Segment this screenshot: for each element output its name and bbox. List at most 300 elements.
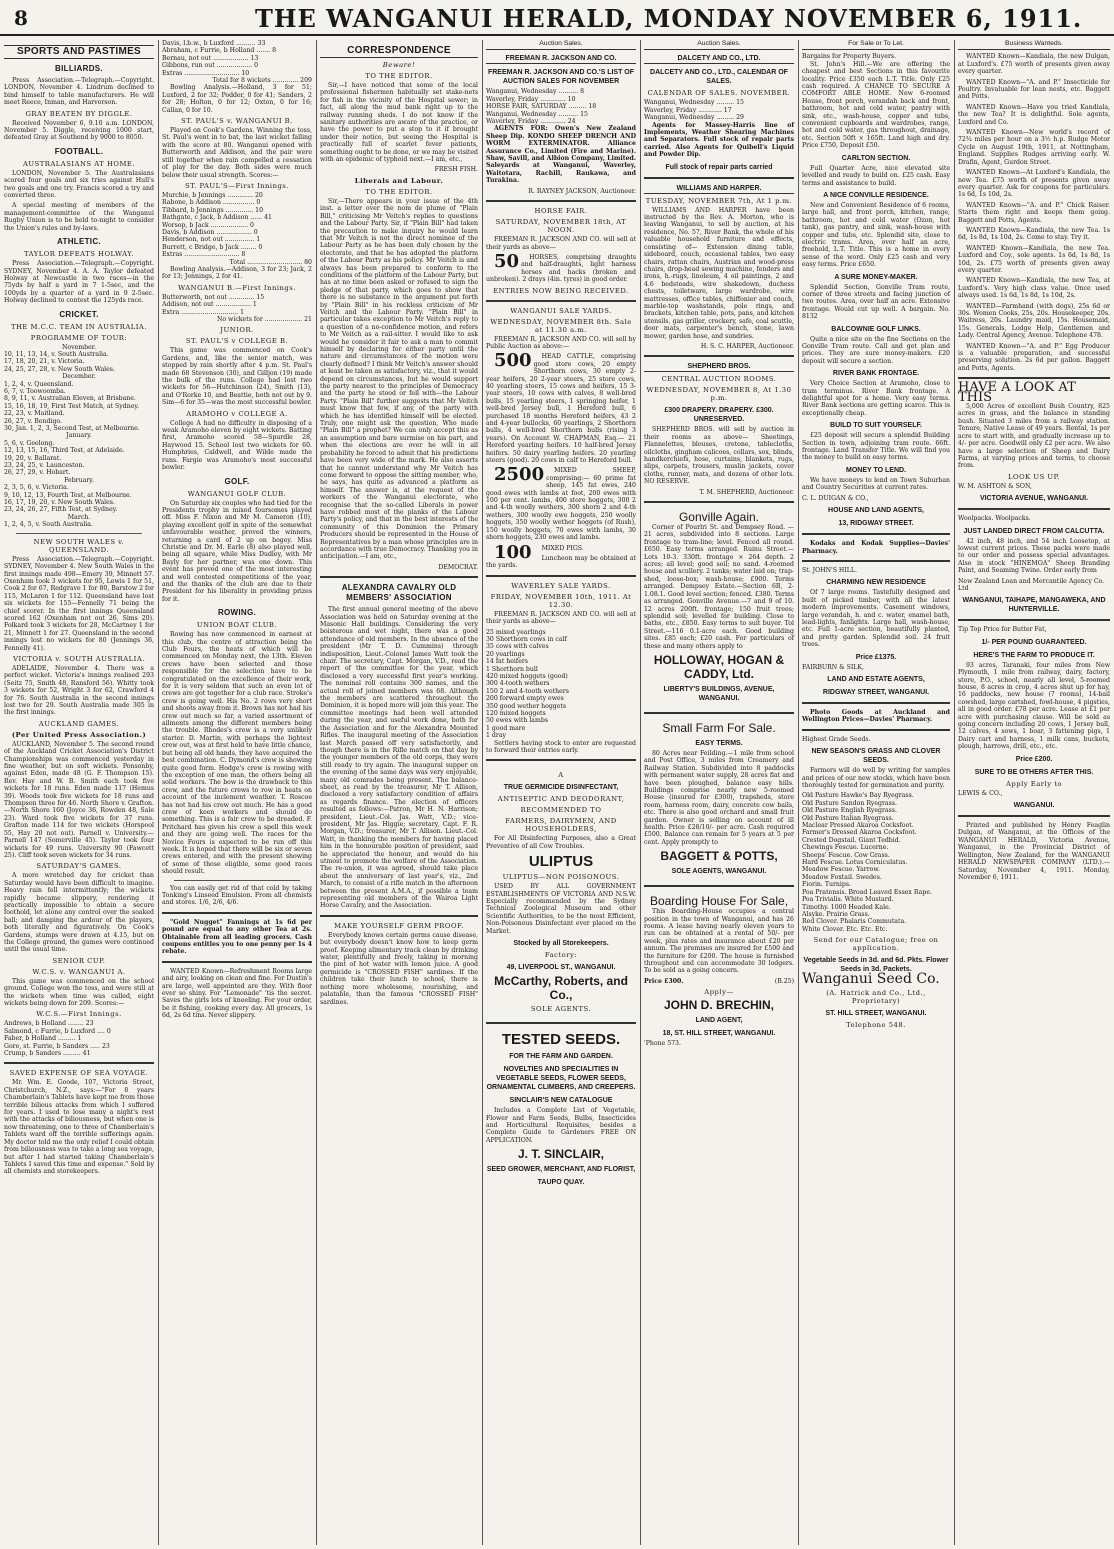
article-body: This game was commenced on Cook's Gardens, and, like the senior match, was stopped by rain shortly after 4 p.m. St. Paul's made 68 Stevenson (30), and Gilljon (19) made the bulk of the runs. College had lost two wickets for 56—Hutchinson (24), Smith (13), and O'Rorke 10, and Beattie, both not out by 9. Sim—6 for 35—was the most successful bowler. bbox=[162, 347, 312, 407]
article-subheading: SAVED EXPENSE OF SEA VOYAGE. bbox=[9, 1069, 149, 1078]
ad-subheading: 1/- PER POUND GUARANTEED. bbox=[981, 638, 1087, 646]
tour-line: 12, 13, 15, 16, Third Test, at Adelaide. bbox=[4, 447, 125, 455]
tour-line: 17, 18, 20, 21, v. Victoria. bbox=[4, 358, 85, 366]
ad-body: Includes a Complete List of Vegetable, Flower and Farm Seeds, Bulbs, Insecticides and Horticultural Requisites, besides a Complete Guide to Gardeners FREE ON APPLICATION. bbox=[486, 1107, 636, 1144]
column-for-sale bbox=[798, 40, 954, 1545]
ad-headline: St. JOHN'S HILL. bbox=[802, 566, 857, 574]
seed-line: White Clover. Etc. Etc. Etc. bbox=[802, 925, 888, 933]
tour-line: 10, 11, 13, 14, v. South Australia. bbox=[4, 350, 109, 358]
tour-line: December. bbox=[62, 373, 96, 381]
sale-heading: WANGANUI SALE YARDS. bbox=[510, 306, 612, 315]
sale-intro: FREEMAN R. JACKSON AND CO. will sell at their yards as above— bbox=[486, 610, 636, 626]
seed-line: Farmer's Dressed Akaroa Cocksfoot. bbox=[802, 829, 917, 837]
seed-line: Old Pasture Hawke's Bay Ryegrass. bbox=[802, 792, 914, 800]
article-body: Played on Cook's Gardens. Winning the toss, St. Paul's went in to bat, the last wicket falling with the score at 80. Wanganui opened with Butterworth and Addison, and the pair were still together when rain compelled a cessation of play for the day. Both sides were much below their usual strength. Scores:— bbox=[162, 127, 312, 179]
article-body: College A had no difficulty in disposing of a weak Aramoho eleven by eight wickets. Batting first, Aramoho scored 58—Spurdle 28, Haywood 15. School lost two wickets for 60. Humphries, Caldwell, and Wilde made the runs. Fargie was Aramoho's most successful bowler. bbox=[162, 419, 312, 472]
wanted-ad: WANTED Known—Kandiala, the new Tea, at Luxford's. Very high class value. Once used always used. 1s 6d, 1s 8d, 1s 10d, 2s. bbox=[958, 277, 1110, 300]
article-heading: CRICKET. bbox=[59, 309, 99, 319]
section-label: Business Wanteds. bbox=[958, 40, 1110, 50]
sale-note: ENTRIES NOW BEING RECEIVED. bbox=[493, 286, 629, 295]
tour-line: 9, 10, 12, 13, Fourth Test, at Melbourne. bbox=[4, 491, 132, 499]
wanted-ad: WANTED Known—Kandiala, the new Dulgan, at Luxford's. £75 worth of presents given away every quarter. bbox=[958, 53, 1110, 76]
wanted-ad: WANTED—Farmhand (with dogs), 25s 6d or 30s. Women Cooks, 25s, 20s. Housekeeper, 20s. Waitress, 20s. Laundry maid, 15s. Housemaid, 15s. Generals, Lodge Help, Gentlemen and Lady. Central Agency, Avenue. Telephone 478. bbox=[958, 302, 1110, 340]
score-line: Gibbons, run out .................. 0 bbox=[162, 62, 259, 70]
column-correspondence bbox=[316, 40, 482, 1545]
article-subheading: (Per United Press Association.) bbox=[11, 730, 147, 739]
article-body: A more wretched day for cricket than Saturday would have been difficult to imagine. Heavy rain fell intermittently; the wickets rapidly became slippery, rendering it practically impossible to obtain a secure foothold, let alone any control over the soaked ball; and damping the ardour of the players, both literally and figuratively. On Cook's Gardens, stumps were drawn at 4.15, but on the College ground, the games were continued until the usual time. bbox=[4, 872, 154, 954]
ad-headline: Boarding House For Sale, bbox=[649, 894, 789, 909]
sale-detail: SHEPHERD BROS. will sell by auction in their rooms as above— Sheetings, Flannelettes, blouses, cretone, tablecloths, oilcloths, gingham calicoes, collars, sox, blinds, handkerchiefs, hose, curtains, blankets, rugs, slips, carpets, trousers, muslin jackets, cover cloths, runner, mats, and dozens of other lots. NO RESERVE. bbox=[644, 426, 794, 486]
score-line: Total ............................ 80 bbox=[229, 258, 312, 266]
seed-line: Crested Dogstail. Giant Tedbid. bbox=[802, 836, 901, 844]
agents-list: AGENTS FOR: Owen's New Zealand Sheep Dip. KONDO SHEEP DRENCH AND WORM EXTERMINATOR. Alliance Assurance Co., Limited (Fire and Marine). Shaw, Savill, and Albion Company, Limited. Saleyards at Wanganui, Waverley, Waitotara, Rachill, Raukawa, and Turakina. bbox=[486, 125, 636, 185]
advertisement: Photo Goods at Auckland and Wellington Prices—Davies' Pharmacy. bbox=[802, 708, 950, 724]
ad-phone: 'Phone 573. bbox=[644, 1040, 681, 1048]
score-line: Rabone, b Addison ................ 0 bbox=[162, 199, 261, 207]
article-subheading: THE M.C.C. TEAM IN AUSTRALIA. bbox=[10, 322, 148, 331]
column-sports-continued bbox=[158, 40, 316, 1545]
ad-agent: LEWIS & CO., bbox=[958, 789, 1003, 797]
tour-line: 23, 24, 25, v. Launceston. bbox=[4, 462, 85, 470]
ad-body: Very Choice Section at Aramoho, close to tram terminus. River Bank frontage. A delightful spot for a home. Very easy terms. River Bank sections are getting scarce. This is exceptionally cheap. bbox=[802, 380, 950, 417]
ad-address: VICTORIA AVENUE, WANGANUI. bbox=[979, 495, 1089, 503]
article-body: This game was commenced on the school ground. College won the toss, and were still at the wickets when time was called, eight wickets being down for 209. Scores:— bbox=[4, 977, 154, 1007]
seed-line: Maclear Pressed Akaroa Cocksfoot. bbox=[802, 822, 914, 830]
seed-line: Poa Pratensis. Broad Leaved Essex Rape. bbox=[802, 888, 932, 896]
seed-line: Chewings Fescue. Lucerne. bbox=[802, 844, 889, 852]
ad-subheading: BALCOWNIE GOLF LINKS. bbox=[831, 325, 921, 333]
letter-signature: FRESH FISH. bbox=[434, 166, 478, 174]
ad-address: WANGANUI. bbox=[1013, 802, 1055, 810]
auctioneer-signature: H. S. C. HARPER, Auctioneer. bbox=[700, 342, 794, 350]
ad-headline: Woolpacks. Woolpacks. bbox=[958, 515, 1031, 523]
score-line: Murchie, b Jennings ............. 20 bbox=[162, 191, 263, 199]
ad-line: ULIPTUS—NON POISONOUS. bbox=[502, 873, 620, 882]
ad-line: FOR THE FARM AND GARDEN. bbox=[509, 1053, 613, 1061]
score-line: Worsop, b Jack ................... 0 bbox=[162, 221, 254, 229]
article-subheading: VICTORIA v. SOUTH AUSTRALIA. bbox=[13, 654, 145, 663]
ad-body: St. John's Hill.—We are offering the cheapest and best Sections in this favourite locality. Price £350 each L.T. Title. Only £25 cash required. A CHANCE TO SECURE A COMFORT ABLE HOME. New 6-roomed House, front porch, verandah back and front, bathroom, hot and cold water, pantry with sink, etc., wash-house, copper and tubs, convenient cupboards and wardrobes, range, hot and cold water, gas throughout, drainage, etc. Section 50ft × 165ft. Land high and dry. Price £750, Deposit £50. bbox=[802, 60, 950, 150]
sale-quantity: 2500 bbox=[494, 464, 545, 486]
section-label: Auction Sales. bbox=[486, 40, 636, 50]
sale-title: £300 DRAPERY. DRAPERY. £300. UNRESERVED. bbox=[664, 407, 774, 424]
masthead bbox=[0, 0, 1114, 36]
article-body: Everybody knows certain germs cause disease, but everybody doesn't know how to keep germ proof. Keeping alimentary track clean by drinking water, plentifully and freely, taking in morning the pint of hot water with lemon juice. A good germicide is "CROSSED FISH" sardines. If the children take their lunch to school, there is nothing more wholesome, nourishing, and palatable, than the famous "CROSSED FISH" sardines. bbox=[320, 931, 478, 1006]
ad-line: TRUE GERMICIDE DISINFECTANT, bbox=[503, 784, 619, 792]
stock-line: 30 Shorthorn cows in calf bbox=[486, 635, 567, 643]
article-subheading: Liberals and Labour. bbox=[354, 176, 444, 185]
article-subheading: PROGRAMME OF TOUR: bbox=[30, 333, 128, 342]
score-line: Davis, b Addison .................. 0 bbox=[162, 228, 258, 236]
article-body: The first annual general meeting of the above Association was held on Saturday evening at the Masonic Hall buildings. Considering the very boisterous and wet night, there was a good attendance of old members. In the absence of the president (Mr T. D. Cummins) through indisposition, Lieut.-Colonel James Watt took the chair. The secretary, Capt. Morgan, V.D., read the report of the committee for the year, which disclosed a very successful first year's working. The nominal roll contains 300 names, and the actual roll of joined members was 68. Although the members are scattered throughout the Dominion, it is hoped more will join this year. The committee meetings had been well attended during the year, and useful work done, both for the Association and for the Alexandra Mounted Rifles. The inaugural meeting of the Association last March passed off very satisfactorily, and though there is in the Rifle match on that day by the younger members of the old corps, they were still ready to try again. The inaugural supper on the evening of the same days was very enjoyable, many old comrades being present. The balance-sheet, as read by the treasurer, Mr T. Allison, disclosed a very satisfactory condition of affairs as regards finance. The election of officers resulted as follows:—Patron, Mr H. N. Harrison; president, Lieut.-Col. Jas. Watt, V.D.; vice-president, Mr Jas. Higgie; secretary, Capt. F. R. Morgan, V.D.; treasurer, Mr T. Allison. Lieut.-Col. Watt, in thanking the members for having placed him in the honourable position of president, said he appreciated the honour, and would do his utmost to promote the welfare of the Association. The re-union, it was agreed, should take place about the anniversary of last year's, viz., 2nd March, to consist of a rifle match in the afternoon between the present A.M.A., if possible a team representing old members of the Wairoa Light Horse Cavalry, and the Association. bbox=[320, 606, 478, 910]
tour-line: 22, 23, v. Maitland. bbox=[4, 410, 65, 418]
column-sports bbox=[0, 40, 158, 1545]
score-line: Andrews, b Holland ........ 23 bbox=[4, 1020, 94, 1028]
article-subheading: TAYLOR DEFEATS HOLWAY. bbox=[23, 250, 135, 259]
seed-line: Timothy. 1000 Headed Kale. bbox=[802, 903, 891, 911]
sale-date: WEDNESDAY, NOVEMBER 8, At 1.30 p.m. bbox=[646, 386, 792, 403]
article-body: Bowling Analysis.—Addison, 3 for 23; Jack, 2 for 13; Jennings, 2 for 41. bbox=[162, 265, 312, 281]
printer-imprint: Printed and published by Henry Feaglin Dulgan, of Wanganui, at the Offices of the WANGANUI HERALD, Victoria Avenue, Wanganui, in the Provincial District of Wellington, New Zealand, for the WANGANUI HERALD NEWSPAPER COMPANY (LTD.).— Saturday, November 4, 1911. Monday, November 6, 1911. bbox=[958, 822, 1110, 881]
stock-line: 1 good mare bbox=[486, 724, 526, 732]
article-heading: BILLIARDS. bbox=[55, 64, 103, 73]
ad-line: HOUSE AND LAND AGENTS, bbox=[828, 507, 924, 515]
ad-body: Of 7 large rooms. Tastefully designed and built of picked timber, with all the latest modern improvements. Casement windows, large verandah, h. and c. water, enamel bath, lead-lights, fanlights. Large hall, wash-house, etc. Full 1-acre section, beautifully planted, and pretty garden. Splendid soil. 24 fruit trees. bbox=[802, 589, 950, 649]
stock-line: 50 ewes with lambs bbox=[486, 717, 548, 725]
ad-line: Apply— bbox=[704, 988, 734, 997]
advertisement: Kodaks and Kodak Supplies—Davies' Pharmacy. bbox=[802, 540, 950, 555]
seed-line: Meadow Foxtail. Swedes. bbox=[802, 873, 882, 881]
seed-line: Hard Fescue. Lotus Corniculatus. bbox=[802, 859, 908, 867]
article-subheading: ST. PAUL'S v COLLEGE B. bbox=[185, 337, 289, 346]
ad-headline: Highest Grade Seeds. bbox=[802, 735, 871, 743]
auctioneer-signature: R. RAYNEY JACKSON, Auctioneer. bbox=[528, 187, 636, 195]
ad-line: Factory: bbox=[544, 951, 578, 960]
sale-date-line: Wanganui, Wednesday .......... 15 bbox=[486, 110, 588, 118]
stock-line: 1 Shorthorn bull bbox=[486, 665, 538, 673]
sale-date-line: Wanganui, Wednesday .......... 8 bbox=[486, 88, 585, 96]
score-line: Gore, st. Furrie, b Sanders ..... 23 bbox=[4, 1042, 110, 1050]
score-line: Burrett, c Bridge, b Jack ........ 0 bbox=[162, 243, 263, 251]
ad-agent: JOHN D. BRECHIN, bbox=[663, 998, 774, 1013]
ad-price: Price £200. bbox=[1015, 755, 1053, 763]
letter-body: Sir,—I have noticed that some of the local professional fishermen habitually set stake-nets for fish in the vicinity of the Hospital sewer; in fact, all along the mud bank right up to the railway running sheds. I do not know if the sanitary authorities are aware of the practice, or have the power to put a stop to it if brought under their notice, but seeing the Hospital is practically full of scarlet fever patients, something ought to be done, or we may be visited with an epidemic of typhoid next.—I am, etc., bbox=[320, 82, 478, 164]
sale-quantity: 50 bbox=[494, 250, 520, 272]
article-subheading: JUNIOR. bbox=[220, 326, 254, 335]
section-heading: CORRESPONDENCE bbox=[320, 45, 478, 58]
ad-headline: Gonville Again. bbox=[678, 510, 760, 525]
ad-headline: Small Farm For Sale. bbox=[662, 720, 776, 735]
article-subheading: ST. PAUL'S v. WANGANUI B. bbox=[181, 117, 293, 126]
score-line: Total for 8 wickets ............. 209 bbox=[212, 77, 312, 85]
sale-detail: HORSES, comprising draughts and half-draughts, light harness horses and hacks (broken and unbroken). 2 drays (4in. tyres) in good order. bbox=[486, 253, 636, 284]
article-subheading: SATURDAY'S GAMES. bbox=[36, 862, 122, 871]
ad-agent: BAGGETT & POTTS, bbox=[660, 849, 778, 864]
seed-line: Fiorin. Turnips. bbox=[802, 881, 851, 889]
wanted-ad: WANTED Known—"A. and P." Egg Producer is a valuable preparation, and successful preserving solution. 2s 6d per gallon. Baggett and Potts, Agents. bbox=[958, 342, 1110, 372]
stock-line: 350 good wether hoggets bbox=[486, 702, 567, 710]
sale-date-line: Waverley, Friday ............. 10 bbox=[486, 95, 576, 103]
article-heading: GOLF. bbox=[224, 476, 250, 486]
sale-date-line: HORSE FAIR, SATURDAY ......... 18 bbox=[486, 103, 597, 111]
tour-line: 1, 2, 4, v. Queensland. bbox=[4, 380, 74, 388]
tour-line: 8, 9, 11, v. Australian Eleven, at Brisbane. bbox=[4, 395, 136, 403]
tour-line: February. bbox=[64, 476, 94, 484]
ad-brand: Wanganui Seed Co. bbox=[802, 971, 940, 988]
sale-quantity: 500 bbox=[494, 350, 532, 372]
ad-line: Send for our Catalogue; free on application. bbox=[813, 936, 939, 953]
article-body: AUCKLAND, November 5. The second round of the Auckland Cricket Association's District Championships was commenced yesterday in fine weather, but on soft wickets. Ponsonby, against Eden, made 48 (G. F. Thompson 15). Rev. Hay and W. B. Smith each took five wickets for 18 runs. Eden made 117 (Hemus 39). Woods took five wickets for 18 runs and Thompson three for 46. North Shore v. Grafton.—North Shore 160 (Joyce 36, Rowden 48, Sale 23). Ward took five wickets for 37 runs. Grafton made 114 for two wickets (Horspool 55, Hay 20 not out). Parnell v. University.—Parnell 147 (Somerville 45). Taylor took four wickets for 49 runs. University 90 (Fawcett 25). Cliff took seven wickets for 34 runs. bbox=[4, 740, 154, 859]
ad-line: ANTISEPTIC AND DEODORANT, bbox=[497, 795, 625, 804]
ad-body: 93 acres, Taranaki, four miles from New Plymouth, 1 mile from railway, dairy, factory, store, P.O., school, nearly all level, 5-roomed house, 8 acres in crop, 4 acres shut up for hay, 16 paddocks, new house (7 rooms), 14-bail cowshed, large cartshed, fowl-house, 4 pigsties, all in good order. £78 per acre. Lease at £1 per acre with purchasing clause. Will be sold as going concern including 20 cows, 1 Jersey bull, 12 calves, 4 sows, 1 boar, 3 fattening pigs, 1 Dairy cart and harness, 1 milk cans, buckets, plough, harrows, drill, etc., etc. bbox=[958, 661, 1110, 751]
sale-date: SATURDAY, NOVEMBER 18th, AT NOON. bbox=[495, 218, 627, 235]
tour-line: 30, Jan. 1, 2, 3, Second Test, at Melbourne. bbox=[4, 425, 140, 432]
sale-date: FRIDAY, NOVEMBER 10th, 1911. At 12.30. bbox=[490, 592, 632, 609]
sale-quantity: 100 bbox=[494, 541, 532, 563]
ad-address: 18, ST. HILL STREET, WANGANUI. bbox=[662, 1030, 776, 1038]
tour-list bbox=[4, 344, 154, 529]
article-heading: FOOTBALL. bbox=[54, 146, 104, 156]
ad-line bbox=[644, 978, 794, 985]
tour-line: March. bbox=[67, 513, 91, 521]
sale-date-line: Waverley, Friday ............. 24 bbox=[486, 118, 576, 126]
score-line: Henderson, not out ............... 1 bbox=[162, 236, 261, 244]
article-subheading: ST. PAUL'S—First Innings. bbox=[185, 181, 289, 190]
article-subheading: W.C.S.—First Innings. bbox=[36, 1010, 122, 1019]
ad-agent: J. T. SINCLAIR, bbox=[517, 1147, 604, 1162]
wanted-ad: WANTED Known—Have you tried Kandiala, the new Tea? It is delightful. Sole agents, Luxford and Co. bbox=[958, 103, 1110, 126]
ad-brand: ULIPTUS bbox=[528, 853, 594, 871]
stock-line: 150 2 and 4-tooth wethers bbox=[486, 687, 569, 695]
ad-body: Splendid Section, Gonville Tram route, corner of three streets and facing junction of two routes. Area, over half an acre. Extensive frontage. Would cut up well. A bargain. No. 8132 bbox=[802, 283, 950, 321]
article-body: Mr. Wm. E. Goode, 107, Victoria Street, Christchurch, N.Z., says:—"For 8 years Chamberlain's Tablets have kept me from those terrible bilious attacks from which I suffered for years. I used to lose many a night's rest with the attacks of biliousness, but when one is now threatening, one to three of Chamberlain's Tablets ward off the terrible sufferings again. My doctor told me the only relief I could obtain from biliousness was to take a long sea voyage, but after I had started taking Chamberlain's Tablets I saved this time and expense." Sold by all chemists and storekeepers. bbox=[4, 1079, 154, 1176]
score-line: Butterworth, not out ............. 15 bbox=[162, 293, 265, 301]
stock-line: 35 cows with calves bbox=[486, 643, 549, 651]
seed-line: Alsyke. Prairie Grass. bbox=[802, 910, 870, 918]
ad-line: Stocked by all Storekeepers. bbox=[513, 940, 609, 948]
letter-body: Sir,—There appears in your issue of the 4th inst. a letter over the nom de plume of "Plain Bill," criticising Mr Veitch's replies to questions and the Labour Party. Sir, if "Plain Bill" had taken the precaution to make inquiry he would learn that Mr Veitch is not the direct nominee of the Labour Party as he has been duly chosen by the electorate, and that he has adopted the platform of the Labour Party as his policy. Mr Veitch is and always has been prepared to conform to the conditions of the platform of the Labour Party, but has at no time been asked or refused to sign the pledge of that party, which goes to show that there is no substance in the argument put forth by "Plain Bill" in his reckless criticism of Mr Veitch and the Labour Party. "Plain Bill" in particular takes exception to Mr Veitch's reply to a question of a no-confidence motion, and refers to Mr Veitch as a rail-sitter. I would like to ask would he consider it fair to ask a man to commit himself by declaring for either party until the nature and circumstances of the motion were clearly defined? I think Mr Veitch's answer should at least be taken as satisfactory, viz., that it would depend on circumstances, but he would support the party nearest to the principles of Democracy and the party he stood or fell with—the Labour Party. "Plain Bill" further suggests that Mr Veitch must know that few, if any, of the party with which he has identified himself will be elected. Truly, one might ask the question, Who made "Plain Bill" a prophet? We can only accept this as an assumption and bare surmise on his part, and when the elections are over he will in all probability be forced to admit that his predictions have been very wide of the mark. He also asserts that he cannot understand why Mr Veitch has come forward to oppose the sitting member, who, he says, has quite as advanced a platform as himself. The answer is, at the request of the workers of the Wanganui electorate, who recognise that the so-called Liberals in power have robbed most of the planks of the Labour Party's policy, and that in the best interests of the community of this Dominion the Primary Producers should be represented in the House of Representatives by a man whose principles are in accordance with true Democracy. Thanking you in anticipation.—I am, etc., bbox=[320, 197, 478, 561]
stock-line: 25 mixed yearlings bbox=[486, 628, 546, 636]
score-line: Extras ............................ 8 bbox=[162, 251, 246, 259]
column-auctions-jackson bbox=[482, 40, 640, 1545]
ad-line: SOLE AGENTS. bbox=[530, 1005, 592, 1014]
newspaper-title: THE WANGANUI HERALD, MONDAY NOVEMBER 6, 1911. bbox=[255, 4, 1083, 33]
firm-name: SHEPHERD BROS. bbox=[644, 362, 794, 372]
agents-list: Agents for Massey-Harris line of Implements, Weather Shearing Machines and Separators. Full stock of repair parts carried. Also Agents for Quibell's Liquid and Powder Dip. bbox=[644, 121, 794, 159]
article-subheading: W.C.S. v. WANGANUI A. bbox=[32, 967, 126, 976]
ad-line: LAND AND ESTATE AGENTS, bbox=[827, 675, 925, 683]
article-subheading: AUSTRALASIANS AT HOME. bbox=[22, 159, 136, 168]
seed-line: Red Clover. Phalaris Commutata. bbox=[802, 918, 907, 926]
score-line: Davis, l.b.w., b Luxford .......... 33 bbox=[162, 40, 266, 47]
seed-line: Meadow Fescue. Yarrow. bbox=[802, 866, 880, 874]
tour-line: 1, 2, 4, 5, v. South Australia. bbox=[4, 521, 93, 529]
score-line: Tibbard, b Jennings .............. 10 bbox=[162, 206, 264, 214]
wanted-ad: WANTED Known—New world's record of 72¾ miles per hour on a 3½ h.p. Rudge Motor Cycle on August 19th, 1911, at Nottingham, England. Supplies Rudges arriving early. W. Drafin, Agent, Gurdon Street. bbox=[958, 129, 1110, 166]
ad-agent: W. M. ASHTON & SON, bbox=[958, 482, 1032, 490]
ad-subheading: NEW SEASON'S GRASS AND CLOVER SEEDS. bbox=[811, 748, 941, 765]
sale-heading: HORSE FAIR. bbox=[534, 207, 588, 216]
ad-subheading: CARLTON SECTION. bbox=[841, 154, 911, 162]
score-line: No wickets for ................... 21 bbox=[216, 316, 312, 323]
ad-subheading: CHARMING NEW RESIDENCE bbox=[826, 579, 926, 587]
ad-headline: HAVE A LOOK AT THIS bbox=[958, 380, 1076, 405]
seed-line: Old Pasture Sandon Ryegrass. bbox=[802, 799, 897, 807]
ad-address: RIDGWAY STREET, WANGANUI. bbox=[822, 688, 930, 696]
sale-date-line: Waverley, Friday ............ 17 bbox=[644, 106, 732, 114]
section-heading: SPORTS AND PASTIMES bbox=[4, 45, 154, 59]
gonville-ad bbox=[644, 508, 794, 707]
wanted-ad: WANTED Known—Kandiala, the new Tea. Luxford and Coy., sole agents. 1s 6d, 1s 8d, 1s 10d, 2s. £75 worth of presents given away every quarter. bbox=[958, 244, 1110, 274]
article-subheading: Beware! bbox=[382, 61, 416, 69]
firm-name: WILLIAMS AND HARPER. bbox=[644, 184, 794, 194]
article-subheading: MAKE YOURSELF GERM PROOF. bbox=[334, 921, 464, 930]
score-line: Salmond, c Furrie, b Luxford .... 0 bbox=[4, 1027, 111, 1035]
ad-line: EASY TERMS. bbox=[695, 739, 743, 747]
tour-line: November. bbox=[61, 343, 97, 351]
tour-line: 26, 27, v. Bendigo. bbox=[4, 417, 62, 425]
advertisement: You can easily get rid of that cold by taking Tonking's Linseed Emulsion. From all chemists and stores. 1/6, 2/6, 4/6. bbox=[162, 884, 312, 907]
stock-line: 420 mixed hoggets (good) bbox=[486, 672, 568, 680]
score-line: Extras ............................ 10 bbox=[162, 69, 250, 77]
tour-line: 2, 3, 5, 6, v. Victoria. bbox=[4, 484, 69, 492]
tour-line: 26, 27, 29, v. Hobart. bbox=[4, 469, 71, 477]
sale-note: Luncheon may be obtained at the yards. bbox=[486, 554, 636, 570]
ad-line: SINCLAIR'S NEW CATALOGUE bbox=[509, 1097, 613, 1105]
tour-line: 23, 24, 26, 27, Fifth Test, at Sydney. bbox=[4, 506, 118, 514]
list-heading: FREEMAN R. JACKSON AND CO.'S LIST OF AUCTION SALES FOR NOVEMBER bbox=[487, 69, 635, 86]
stock-line: 200 forward empty ewes bbox=[486, 695, 564, 703]
ad-line: Vegetable Seeds in 3d. and 6d. Pkts. Flower Seeds in 3d. Packets. bbox=[803, 957, 949, 974]
ad-line: SURE TO BE OTHERS AFTER THIS. bbox=[974, 768, 1094, 776]
wanted-ad: WANTED Known—Kandiala, the new Tea. 1s 6d, 1s 8d, 1s 10d, 2s. Come to stay. Try it. bbox=[958, 226, 1110, 242]
stock-line: 300 4-tooth wethers bbox=[486, 680, 550, 688]
article-body: A special meeting of members of the management-committee of the Wanganui Rugby Union is to be held to-night to consider the Union's rules and by-laws. bbox=[4, 202, 154, 232]
ad-brand: TESTED SEEDS. bbox=[501, 1031, 621, 1049]
ad-body: 5,000 Acres of excellent Bush Country, 825 acres in grass, and the balance in standing bush. Situated 3 miles from a railway station. Tenure, Native Lease of 49 years. Rental, 1s per acre to start with, and gradually increase up to 4/- per acre. Goodwill only £2 per acre. We also have a large selection of Sheep and Dairy Farms, at varying prices and terms, to choose from. bbox=[958, 403, 1110, 470]
list-subheading: CALENDAR OF SALES. NOVEMBER. bbox=[647, 89, 791, 98]
ad-line: RECOMMENDED TO bbox=[520, 806, 602, 815]
small-farm-ad bbox=[644, 719, 794, 880]
sale-heading: WAVERLEY SALE YARDS. bbox=[511, 581, 611, 590]
section-label: Auction Sales. bbox=[644, 40, 794, 50]
score-line: Abraham, c Furrie, b Holland ....... 8 bbox=[162, 47, 277, 55]
ad-line: FARMERS, DAIRYMEN, AND HOUSEHOLDERS, bbox=[505, 817, 617, 834]
ad-body: This Boarding-House occupies a central position in the town of Wanganui, and has 26 rooms. A lease having nearly eleven years to run can be obtained at a rental of 50/- per week, plus rates and insurance about £20 per annum. The premises are insured for £500 and the furniture for £200. The house is furnished throughout and can accommodate 30 lodgers. To be sold as a going concern. bbox=[644, 908, 794, 975]
ad-line: NOVELTIES AND SPECIALITIES IN VEGETABLE SEEDS, FLOWER SEEDS, ORNAMENTAL CLIMBERS, AND CREEPERS. bbox=[486, 1066, 636, 1092]
article-body: Rowing has now commenced in earnest at this club, the centre of attraction being the Club Fours, the heats of which will be commenced on Monday next, the 13th. Eleven crews have been selected and those responsible for the selection have to be congratulated on the excellence of their work, for it is very seldom that such an even lot of crews are got together for a club race. Stroke's crew is going well. His No. 2 rows very short and shoots away from it. Brown has not had his crew out much so far, a varied assortment of ailments among the different members being the trouble. Rhodes's crew is a very unlikely starter. D. Martin, with perhaps the lightest crew out, was at first held to have little chance, but being all old hands, they have acquired the best combination. C. Dymond's crew is showing quite good form. Hodge's crew is rowing with the exception of one man, the others being all solid workers. The bow is the drawback to this crew, and the future crews to row in heats on account of the inclement weather. T. Roscoe has not had his crew out much. He has a good crew of keen workers and should do something. This is a fair crew to be dreaded. F. Pritchard has given his crew a spell this week and they are going well. The races for the Novice Fours is expected to be run off this week. It is hoped that there will be six or seven crews entered, and with the present showing of some of those eligible, some good races should result. bbox=[162, 631, 312, 876]
ad-address: LIBERTY'S BUILDINGS, AVENUE, WANGANUI. bbox=[663, 685, 775, 702]
tour-line: 24, 25, 27, 28, v. New South Wales. bbox=[4, 365, 115, 373]
ad-subheading: RIVER BANK FRONTAGE. bbox=[832, 370, 920, 378]
column-business-wanteds bbox=[954, 40, 1114, 1545]
article-heading: ATHLETIC. bbox=[57, 237, 101, 247]
tour-line: 19, 20, v. Ballarat. bbox=[4, 454, 62, 462]
seed-line: Old Pasture English Ryegrass. bbox=[802, 807, 897, 815]
ad-body: We have moneys to lend on Town Suburban and Country Securities at current rates. bbox=[802, 476, 950, 492]
disinfectant-ad bbox=[486, 766, 636, 1017]
ad-agent: New Zealand Loan and Mercantile Agency Co. Ltd bbox=[958, 577, 1105, 592]
sale-intro: FREEMAN R. JACKSON AND CO. will sell by Public Auction as above:— bbox=[486, 335, 636, 350]
ad-body: New and Convenient Residence of 6 rooms, large hall, and front porch, kitchen, range, bathroom, hot and cold water (Ozon, hot tank), gas pantry, and sink, wash-house with copper and tubs, etc. Splendid site, close to electric trams. Area, over half an acre, freehold, L.T. Title. This is a home in every sense of the word. Only £25 cash and very easy terms. Price £650. bbox=[802, 201, 950, 269]
sale-detail: WILLIAMS AND HARPER have been instructed by the Rev. A. Morton, who is leaving Wanganui, to sell by auction, at his residence, No. 57, River Bank, the whole of his valuable household furniture and effects, consisting of— Extension dining table, sideboard, couch, occasional tables, two easy chairs, rattan chairs, Austrian and wood-press chairs, drop-head sewing machine, fenders and irons, h.-rugs, linoleum, 4 oil paintings, 2 and 4.6 bedsteads, wire shakedown, duchess chests, toiletware, large wardrobe, wire mattresses, office tables, chiffonier and couch, marble-top washstands, pole rings, and brackets, kitchen table, pots, pans, and kitchen utensils, gas griller, crockery, safe, coal scuttle, door mats, carpenter's bench, stone, lawn mower, garden hose, and sundries. bbox=[644, 206, 794, 340]
ad-line: LAND AGENT, bbox=[695, 1017, 743, 1025]
ad-line: Apply Early to bbox=[1005, 779, 1063, 788]
article-body: Bowling Analysis.—Holland, 3 for 51; Luxford, 2 for 32; Podder, 0 for 41; Sanders, 2 for 28; Holton, 0 for 12; Oxton, 0 for 16; Callan, 0 for 10. bbox=[162, 84, 312, 114]
article-subheading: GRAY BEATEN BY DIGGLE. bbox=[25, 109, 133, 118]
article-body: LONDON, November 5. The Australasians scored four goals and six tries against Hull's two goals and one try. Francis scored a try and converted three. bbox=[4, 169, 154, 200]
tour-line: 6, 7, v. Toowoomba. bbox=[4, 387, 66, 395]
ad-address: 13, RIDGWAY STREET. bbox=[838, 520, 914, 528]
ad-subheading: BUILD TO SUIT YOURSELF. bbox=[830, 422, 922, 430]
stock-line: 14 fat heifers bbox=[486, 658, 528, 666]
ad-headline: Bargains for Property Buyers. bbox=[802, 53, 897, 61]
advertisement: "Gold Nugget" Fannings at 1s 6d per pound are equal to any other Tea at 2s. Obtainable from all leading grocers. Cash coupons entitles you to one penny per 1s 4 rebate. bbox=[162, 918, 312, 956]
ad-body: 80 Acres near Feilding.—1 mile from school and Post Office, 3 miles from Creamery and Railway Station. Subdivided into 8 paddocks with permanent water supply, 28 acres flat and have been ploughed, balance easy hills. Buildings comprise nearly new 5-roomed House (insured for £300), trapsheds, store room, harness room, dairy, concrete cow bails, etc. There is also good orchard and small fruit garden. Owner is selling on account of ill health. Price £28/10/- per acre. Cash required £500. Balance can remain for 5 years at 5 per cent. Apply promptly to bbox=[644, 749, 794, 846]
article-subheading: TO THE EDITOR. bbox=[365, 72, 433, 80]
sale-detail: MIXED PIGS. bbox=[541, 544, 584, 552]
stock-line: 120 mixed hoggets bbox=[486, 710, 546, 717]
score-line: Bathgate, c Jack, b Addison ...... 41 bbox=[162, 214, 272, 222]
tour-line: 5, 6, v. Geelong. bbox=[4, 439, 55, 447]
sale-detail: HEAD CATTLE, comprising good store cows, 20 empty Shorthorn cows, 30 empty 2-year heifers, 20 2-year steers, 25 store cows, 40 yearling steers, 15 cows and heifers, 15 3-year steers, 10 cows with calves, 8 well-bred bulls, 15 yearling steers, 1 springing heifer, 1 well-bred Jersey bull, 1 Hereford bull, 6 purchased 18 months Hereford heifers, 43 2 and 4-year bullocks, 60 yearlings, 2 Shorthorn bulls, 4 well-bred Shorthorn bulls (rising 3 years). On Account W. CHAPMAN, Esq.— 21 Hereford yearling heifers. 10 half-bred Jersey heifers. 50 dairy yearling heifers. 20 yearling steers (good). 20 cows in calf to Hereford bull. bbox=[486, 353, 636, 465]
ad-line: For All Disinfecting Purposes, also a Great Preventive of all Cow Troubles. bbox=[486, 835, 636, 850]
ad-agent: FAIRBURN & SILK, bbox=[802, 663, 864, 671]
article-heading: ALEXANDRA CAVALRY OLD MEMBERS' ASSOCIATION bbox=[341, 583, 457, 603]
ad-address: SOLE AGENTS, WANGANUI. bbox=[671, 868, 767, 876]
sale-detail: MIXED SHEEP, comprising:— 60 prime fat sheep, 145 fat ewes, 240 good ewes with lambs at foot, 200 ewes with 100 per cent. lambs, 400 store hoggets, 300 2 and 4-th woolly wethers, 300 shorn 2 and 4-th wethers, 300 woolly ewe hoggets, 250 woolly hoggets, 350 woolly wether hoggets (of Rush), 150 woolly hoggets, 70 ewes with lambs, 30 shorn hoggets, 230 ewes and lambs. bbox=[486, 467, 636, 542]
ad-line: (A. Hatrick and Co., Ltd., Proprietary) bbox=[826, 988, 926, 1005]
ad-subheading: HERE'S THE FARM TO PRODUCE IT. bbox=[973, 651, 1095, 659]
sale-heading: CENTRAL AUCTION ROOMS. bbox=[661, 375, 777, 384]
agents-note: Full stock of repair parts carried bbox=[665, 163, 773, 171]
wanted-ad: WANTED Known—At Luxford's Kandiala, the new Tea. £75 worth of presents given away every quarter. Ask for coupons for particulars. 1s 6d, 1s 10d, 2s. bbox=[958, 169, 1110, 199]
article-subheading: SENIOR CUP. bbox=[52, 956, 106, 965]
article-subheading: WANGANUI B.—First Innings. bbox=[178, 283, 296, 292]
ad-agent: HOLLOWAY, HOGAN & CADDY, Ltd. bbox=[653, 652, 785, 681]
seed-line: Poa Trivialis. White Mustard. bbox=[802, 896, 894, 904]
article-subheading: UNION BOAT CLUB. bbox=[196, 621, 278, 630]
article-subheading: WANGANUI GOLF CLUB. bbox=[187, 489, 287, 498]
ad-price: Price £300. bbox=[644, 977, 684, 985]
sale-intro: FREEMAN R. JACKSON AND CO. will sell at their yards as above— bbox=[486, 236, 636, 251]
ad-agent: McCarthy, Roberts, and Co., bbox=[494, 974, 628, 1003]
article-subheading: NEW SOUTH WALES v. QUEENSLAND. bbox=[33, 537, 125, 554]
article-body: Press Association.—Telegraph.—Copyright. LONDON, November 4. Lindrum declined to bind himself to table manufacturers. He will meet Reece, Inman, and Harverson. bbox=[4, 77, 154, 107]
stock-line: 20 yearlings bbox=[486, 650, 525, 658]
sale-date: WEDNESDAY, NOVEMBER 8th. Sale at 11.30 a.m. bbox=[490, 317, 632, 334]
sale-date-line: Wanganui, Wednesday ......... 15 bbox=[644, 99, 744, 107]
article-subheading: ARAMOHO v COLLEGE A. bbox=[186, 409, 288, 418]
stock-line: 1 dray bbox=[486, 732, 507, 740]
tour-line: 15, 16, 18, 19, First Test Match, at Sydney. bbox=[4, 402, 140, 410]
sale-date-line: Wanganui, Wednesday ......... 29 bbox=[644, 114, 744, 122]
article-subheading: AUCKLAND GAMES. bbox=[38, 719, 120, 728]
article-body: Press Association.—Telegraph.—Copyright. SYDNEY, November 4. New South Wales in the first innings made 498—Emery 39, Minnett 57. Oxenham took 3 wickets for 95, Lewis 1 for 51, Cook 2 for 67, Redgrave 1 for 80, Barstow 2 for 115, McLaren 1 for 112. Queensland have lost six wickets for 155—Fennelly 71 being the chief scorer. In the first innings Queensland scored 162 (Oxenham not out 26, Sims 20). Folkard took 3 wickets for 28, McCartney 1 for 21, Minnett 1 for 27. Queensland in the second innings lost no wickets for 80 (Jennings 36, Fennelly 41). bbox=[4, 555, 154, 652]
ad-address: WANGANUI, TAIHAPE, MANGAWEKA, AND HUNTERVILLE. bbox=[962, 597, 1106, 614]
article-body: Received November 6, 9.10 a.m. LONDON, November 5. Diggle, receiving 1000 start, defeated Gray at Southend by 9000 to 8050. bbox=[4, 119, 154, 142]
ad-body: Quite a nice site on the fine Sections on the Gonville Tram route. Call and get plan and prices. They are sure money-makers. £20 deposit will secure a section. bbox=[802, 335, 950, 365]
seed-ad bbox=[486, 1029, 636, 1191]
score-line: Crump, b Sanders ......... 41 bbox=[4, 1050, 91, 1058]
ad-ref: (B.25) bbox=[774, 977, 794, 985]
score-line: Extra ............................. 1 bbox=[162, 308, 245, 316]
firm-name: DALCETY AND CO., LTD. bbox=[644, 54, 794, 64]
wanted-ad: WANTED Known—"A. and P." Chick Raiser. Starts them right and keeps them going. Baggett and Potts, Agents. bbox=[958, 201, 1110, 224]
seed-line: Old Pasture Italian Ryegrass. bbox=[802, 814, 894, 822]
sale-date: TUESDAY, NOVEMBER 7th, At 1 p.m. bbox=[645, 196, 793, 205]
ad-body: Full Quarter Acre, nice elevated site levelled and ready to build on. £25 cash. Easy terms and assistance to build. bbox=[802, 164, 950, 187]
section-label: For Sale or To Let. bbox=[802, 40, 950, 50]
score-line: Bernau, not out .................. 13 bbox=[162, 54, 259, 62]
score-line: Faber, b Holland ......... 1 bbox=[4, 1035, 82, 1043]
ad-address: TAUPO QUAY. bbox=[537, 1179, 585, 1187]
ad-subheading: A SURE MONEY-MAKER. bbox=[834, 273, 918, 281]
tour-line: January. bbox=[66, 432, 92, 440]
article-body: On Saturday six couples who had tied for the Presidents trophy in mixed foursomes played off. Miss F. Nixon and Mr M. Cameron (10), playing excellent golf in spite of the somewhat unfavourable weather, proved the winners, returning a card of 2 up on bogey. Miss Christie and Dr. M. Earle (8) also played well, being all square, while Miss Dudley, with Mr Bayly for her partner, was one down. This event has proved one of the most interesting and well contested competitions of the year, and the thanks of the club are due to their President for his liberality in providing prizes for it. bbox=[162, 499, 312, 603]
advertisement: WANTED Known—Refreshment Rooms large and airy, looking on clean and fine. For Dustin's are large, well appointed are they. With floor ever so shiny. For "Lemonade" 'tis the secret. Saves the girls lots of kneeling. For your order, be it fishing, cooking every day. All grocers, 1s 6d, 2s 6d tins. Never slippery. bbox=[162, 967, 312, 1020]
score-line: Addison, not out .................. 1 bbox=[162, 301, 257, 309]
ad-body: USED BY ALL GOVERNMENT ESTABLISHMENTS OF VICTORIA AND N.S.W. Especially recommended by the Sydney Technical Zoological Museum and other Scientific Authorities, to be the most Efficient, Non-Poisonous Disinfectant ever placed on the Market. bbox=[486, 883, 636, 935]
tour-line: 16, 17, 19, 20, v. New South Wales. bbox=[4, 499, 115, 507]
ad-phone: Telephone 548. bbox=[846, 1020, 906, 1029]
wanted-ad: WANTED Known—"A. and P." Insecticide for Poultry. Invaluable for lean nests, etc. Baggett and Potts. bbox=[958, 78, 1110, 101]
article-heading: ROWING. bbox=[217, 608, 257, 618]
column-auctions-dalgety bbox=[640, 40, 798, 1545]
auctioneer-signature: T. M. SHEPHERD, Auctioneer. bbox=[699, 488, 794, 496]
article-subheading: TO THE EDITOR. bbox=[365, 187, 433, 196]
page-number: 8 bbox=[14, 6, 28, 30]
